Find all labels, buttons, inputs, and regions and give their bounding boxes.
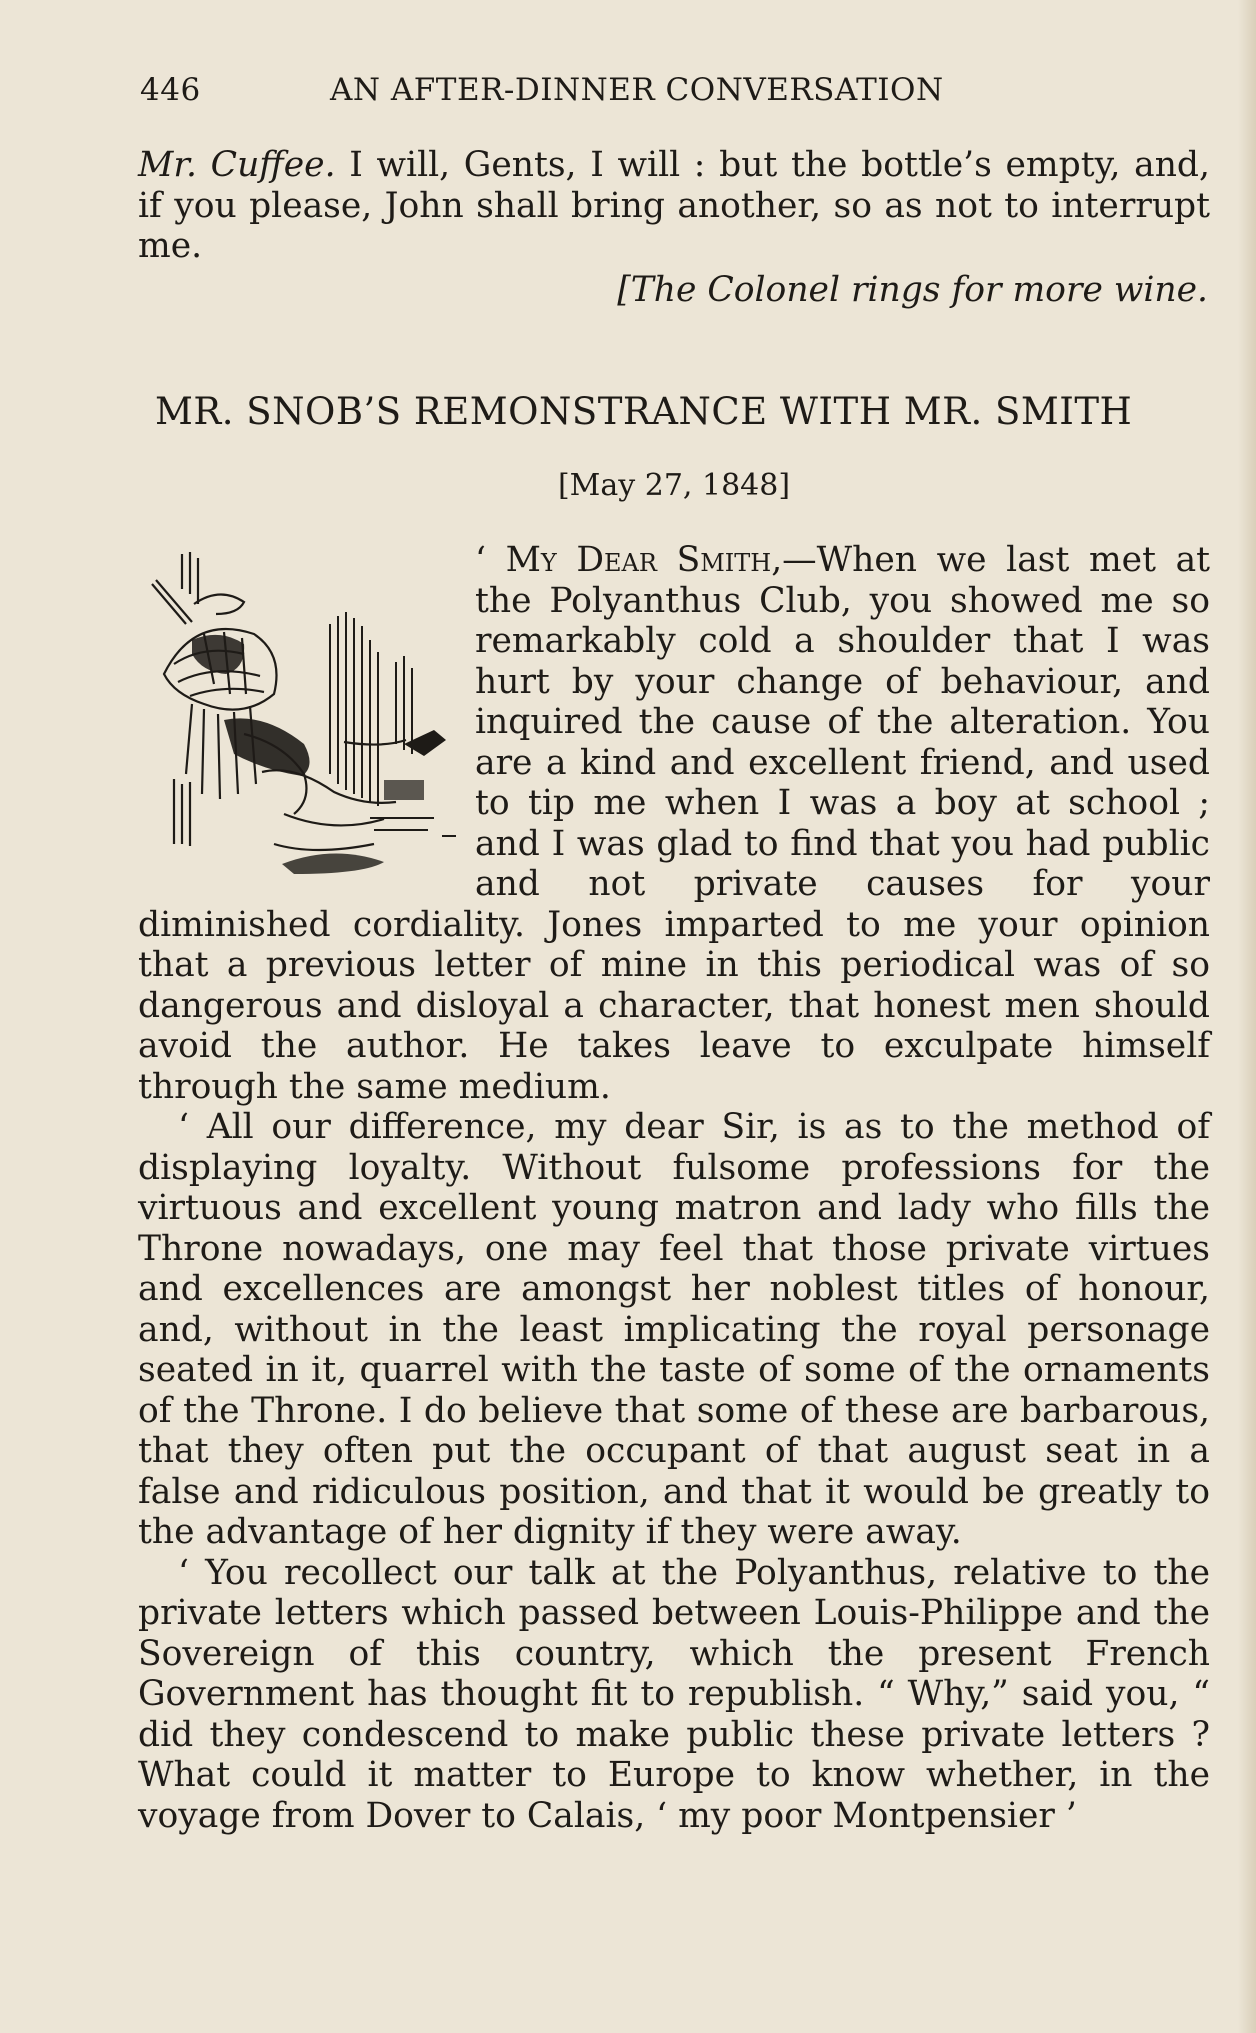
speech-text: I will, Gents, I will : but the bottle’s empty, and, if you please, John shall bring another, so as not to interrupt me. xyxy=(138,145,1210,266)
paragraph-3: ‘ You recollect our talk at the Polyanthus, relative to the private letters which passed between Louis-Philippe and the Sovereign of this country, which the present French Government has thought fit to republish. “ Why,” said you, “ did they condescend to make public these private letters ? What could it matter to Europe to know whether, in the voyage from Dover to Calais, ‘ my poor Montpensier ’ xyxy=(138,1552,1210,1836)
opening-speech xyxy=(138,145,1210,267)
book-title: AN AFTER-DINNER CONVERSATION xyxy=(330,72,944,108)
article-body xyxy=(138,540,1210,1836)
running-head xyxy=(140,72,1140,112)
letter-salutation: ‘ My Dear Smith, xyxy=(475,540,783,580)
page-edge xyxy=(1238,0,1256,2033)
page-number: 446 xyxy=(140,72,201,108)
article-date: [May 27, 1848] xyxy=(557,468,791,503)
paragraph-2: ‘ All our difference, my dear Sir, is as to the method of displaying loyalty. Without fulsome professions for the virtuous and excellent young matron and lady who fills the Throne nowadays, one may feel that those private virtues and excellences are amongst her noblest titles of honour, and, without in the least implicating the royal personage seated in it, quarrel with the taste of some of the ornaments of the Throne. I do believe that some of these are barbarous, that they often put the occupant of that august seat in a false and ridiculous position, and that it would be greatly to the advantage of her dignity if they were away. xyxy=(138,1107,1210,1552)
drop-cap-illustration-icon xyxy=(134,544,459,876)
speaker-name: Mr. Cuffee. xyxy=(138,145,336,185)
paragraph-1-text: —When we last met at the Polyanthus Club, you showed me so remarkably cold a shoulder that I was hurt by your change of behaviour, and inquired the cause of the alteration. You are a kind and excellent friend, and used to tip me when I was a boy at school ; and I was glad to find that you had public and not private causes for your diminished cordiality. Jones imparted to me your opinion that a previous letter of mine in this periodical was of so dangerous and disloyal a character, that honest men should avoid the author. He takes leave to exculpate himself through the same medium. xyxy=(138,540,1210,1107)
stage-direction: [The Colonel rings for more wine. xyxy=(617,270,1208,310)
article-title: MR. SNOB’S REMONSTRANCE WITH MR. SMITH xyxy=(155,390,1133,433)
